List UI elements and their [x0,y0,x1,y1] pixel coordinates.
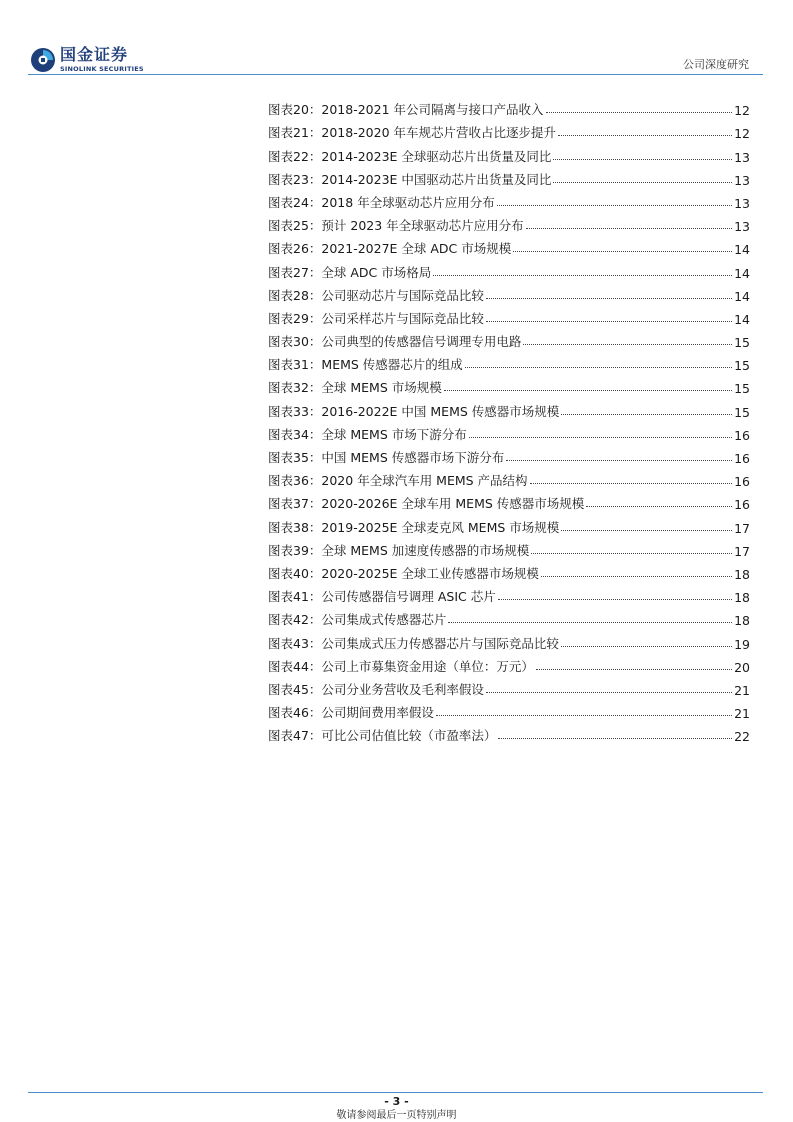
toc-entry-page: 20 [734,659,750,675]
page-number: - 3 - [384,1095,409,1108]
toc-entry-page: 21 [734,682,750,698]
toc-entry[interactable] [268,536,750,559]
company-logo [30,44,144,76]
toc-entry-title: 图表37：2020-2026E 全球车用 MEMS 传感器市场规模 [268,496,585,512]
toc-dot-leader [444,390,732,391]
sinolink-logo-icon [30,47,56,73]
toc-dot-leader [448,622,732,623]
toc-entry[interactable] [268,396,750,419]
logo-chinese-name: 国金证券 [60,45,129,65]
toc-entry-title: 图表28：公司驱动芯片与国际竞品比较 [268,287,484,303]
toc-entry[interactable] [268,443,750,466]
toc-entry[interactable] [268,257,750,280]
toc-dot-leader [469,437,732,438]
toc-entry-page: 13 [734,219,750,235]
toc-entry-title: 图表42：公司集成式传感器芯片 [268,612,447,628]
toc-entry-page: 14 [734,265,750,281]
toc-entry-page: 14 [734,311,750,327]
toc-entry-title: 图表47：可比公司估值比较（市盈率法） [268,728,497,744]
toc-entry-title: 图表32：全球 MEMS 市场规模 [268,380,442,396]
toc-entry-title: 图表25：预计 2023 年全球驱动芯片应用分布 [268,218,524,234]
toc-dot-leader [536,669,732,670]
report-type-label: 公司深度研究 [683,58,749,71]
toc-entry-page: 16 [734,497,750,513]
toc-entry[interactable] [268,141,750,164]
disclaimer-note: 敬请参阅最后一页特别声明 [336,1110,457,1121]
toc-dot-leader [541,576,732,577]
toc-entry-page: 13 [734,149,750,165]
toc-entry[interactable] [268,420,750,443]
toc-entry-title: 图表26：2021-2027E 全球 ADC 市场规模 [268,241,512,257]
toc-entry-page: 19 [734,636,750,652]
toc-dot-leader [433,275,732,276]
toc-entry[interactable] [268,95,750,118]
toc-entry[interactable] [268,118,750,141]
toc-entry-page: 17 [734,543,750,559]
toc-entry-title: 图表24：2018 年全球驱动芯片应用分布 [268,194,495,210]
toc-entry-title: 图表34：全球 MEMS 市场下游分布 [268,426,467,442]
toc-dot-leader [498,599,732,600]
toc-entry-page: 15 [734,335,750,351]
toc-dot-leader [465,367,732,368]
page-header [0,0,793,78]
toc-dot-leader [523,344,732,345]
toc-entry[interactable] [268,327,750,350]
toc-dot-leader [498,738,732,739]
toc-entry[interactable] [268,350,750,373]
toc-entry[interactable] [268,559,750,582]
toc-entry[interactable] [268,628,750,651]
toc-entry-title: 图表33：2016-2022E 中国 MEMS 传感器市场规模 [268,403,560,419]
figure-list [268,95,750,744]
toc-entry-page: 14 [734,242,750,258]
toc-entry-page: 22 [734,729,750,745]
toc-dot-leader [436,715,732,716]
toc-entry-page: 13 [734,172,750,188]
toc-dot-leader [513,251,732,252]
toc-dot-leader [506,460,732,461]
toc-entry-page: 15 [734,381,750,397]
toc-entry-title: 图表20：2018-2021 年公司隔离与接口产品收入 [268,102,544,118]
toc-entry-title: 图表23：2014-2023E 中国驱动芯片出货量及同比 [268,171,552,187]
toc-entry[interactable] [268,721,750,744]
toc-entry-page: 12 [734,126,750,142]
toc-entry[interactable] [268,605,750,628]
toc-entry-page: 16 [734,474,750,490]
toc-entry[interactable] [268,698,750,721]
toc-entry-title: 图表41：公司传感器信号调理 ASIC 芯片 [268,589,496,605]
toc-entry[interactable] [268,652,750,675]
toc-entry-title: 图表38：2019-2025E 全球麦克风 MEMS 市场规模 [268,519,560,535]
toc-entry[interactable] [268,512,750,535]
toc-entry-page: 16 [734,451,750,466]
toc-entry[interactable] [268,281,750,304]
toc-entry[interactable] [268,165,750,188]
toc-entry-title: 图表30：公司典型的传感器信号调理专用电路 [268,334,522,350]
toc-entry[interactable] [268,188,750,211]
toc-dot-leader [486,321,732,322]
toc-entry-title: 图表31：MEMS 传感器芯片的组成 [268,357,463,373]
toc-entry-title: 图表36：2020 年全球汽车用 MEMS 产品结构 [268,473,528,489]
toc-entry-title: 图表40：2020-2025E 全球工业传感器市场规模 [268,565,539,581]
toc-dot-leader [561,530,732,531]
toc-entry-page: 18 [734,590,750,606]
toc-entry-page: 18 [734,566,750,582]
toc-dot-leader [531,553,732,554]
toc-entry-page: 15 [734,358,750,374]
toc-entry-page: 13 [734,195,750,211]
toc-dot-leader [486,298,732,299]
toc-entry-page: 14 [734,288,750,304]
toc-dot-leader [553,182,732,183]
toc-dot-leader [526,228,732,229]
toc-entry[interactable] [268,489,750,512]
toc-dot-leader [486,692,732,693]
toc-entry-title: 图表35：中国 MEMS 传感器市场下游分布 [268,450,505,465]
footer-divider [28,1092,763,1093]
toc-entry-page: 15 [734,404,750,420]
toc-dot-leader [561,646,732,647]
toc-entry-title: 图表44：公司上市募集资金用途（单位：万元） [268,658,534,674]
toc-dot-leader [553,159,732,160]
toc-entry[interactable] [268,582,750,605]
toc-entry-page: 16 [734,427,750,443]
toc-entry-title: 图表22：2014-2023E 全球驱动芯片出货量及同比 [268,148,552,164]
toc-entry-title: 图表29：公司采样芯片与国际竞品比较 [268,310,484,326]
toc-entry[interactable] [268,675,750,698]
toc-dot-leader [561,414,732,415]
toc-entry-page: 12 [734,103,750,119]
toc-entry-title: 图表39：全球 MEMS 加速度传感器的市场规模 [268,542,530,558]
toc-entry[interactable] [268,304,750,327]
toc-entry-title: 图表27：全球 ADC 市场格局 [268,264,432,280]
toc-entry-title: 图表43：公司集成式压力传感器芯片与国际竞品比较 [268,635,559,651]
toc-entry-title: 图表46：公司期间费用率假设 [268,705,434,721]
toc-entry[interactable] [268,466,750,489]
header-divider [28,74,763,75]
toc-entry[interactable] [268,373,750,396]
toc-entry-page: 21 [734,706,750,722]
toc-dot-leader [497,205,732,206]
toc-entry-title: 图表45：公司分业务营收及毛利率假设 [268,681,484,697]
logo-english-name: SINOLINK SECURITIES [60,65,144,74]
toc-dot-leader [558,135,732,136]
toc-entry[interactable] [268,211,750,234]
toc-entry-page: 17 [734,520,750,536]
toc-dot-leader [546,112,733,113]
toc-entry-title: 图表21：2018-2020 年车规芯片营收占比逐步提升 [268,125,557,141]
toc-dot-leader [530,483,733,484]
toc-dot-leader [586,506,732,507]
toc-entry-page: 18 [734,613,750,629]
toc-entry[interactable] [268,234,750,257]
